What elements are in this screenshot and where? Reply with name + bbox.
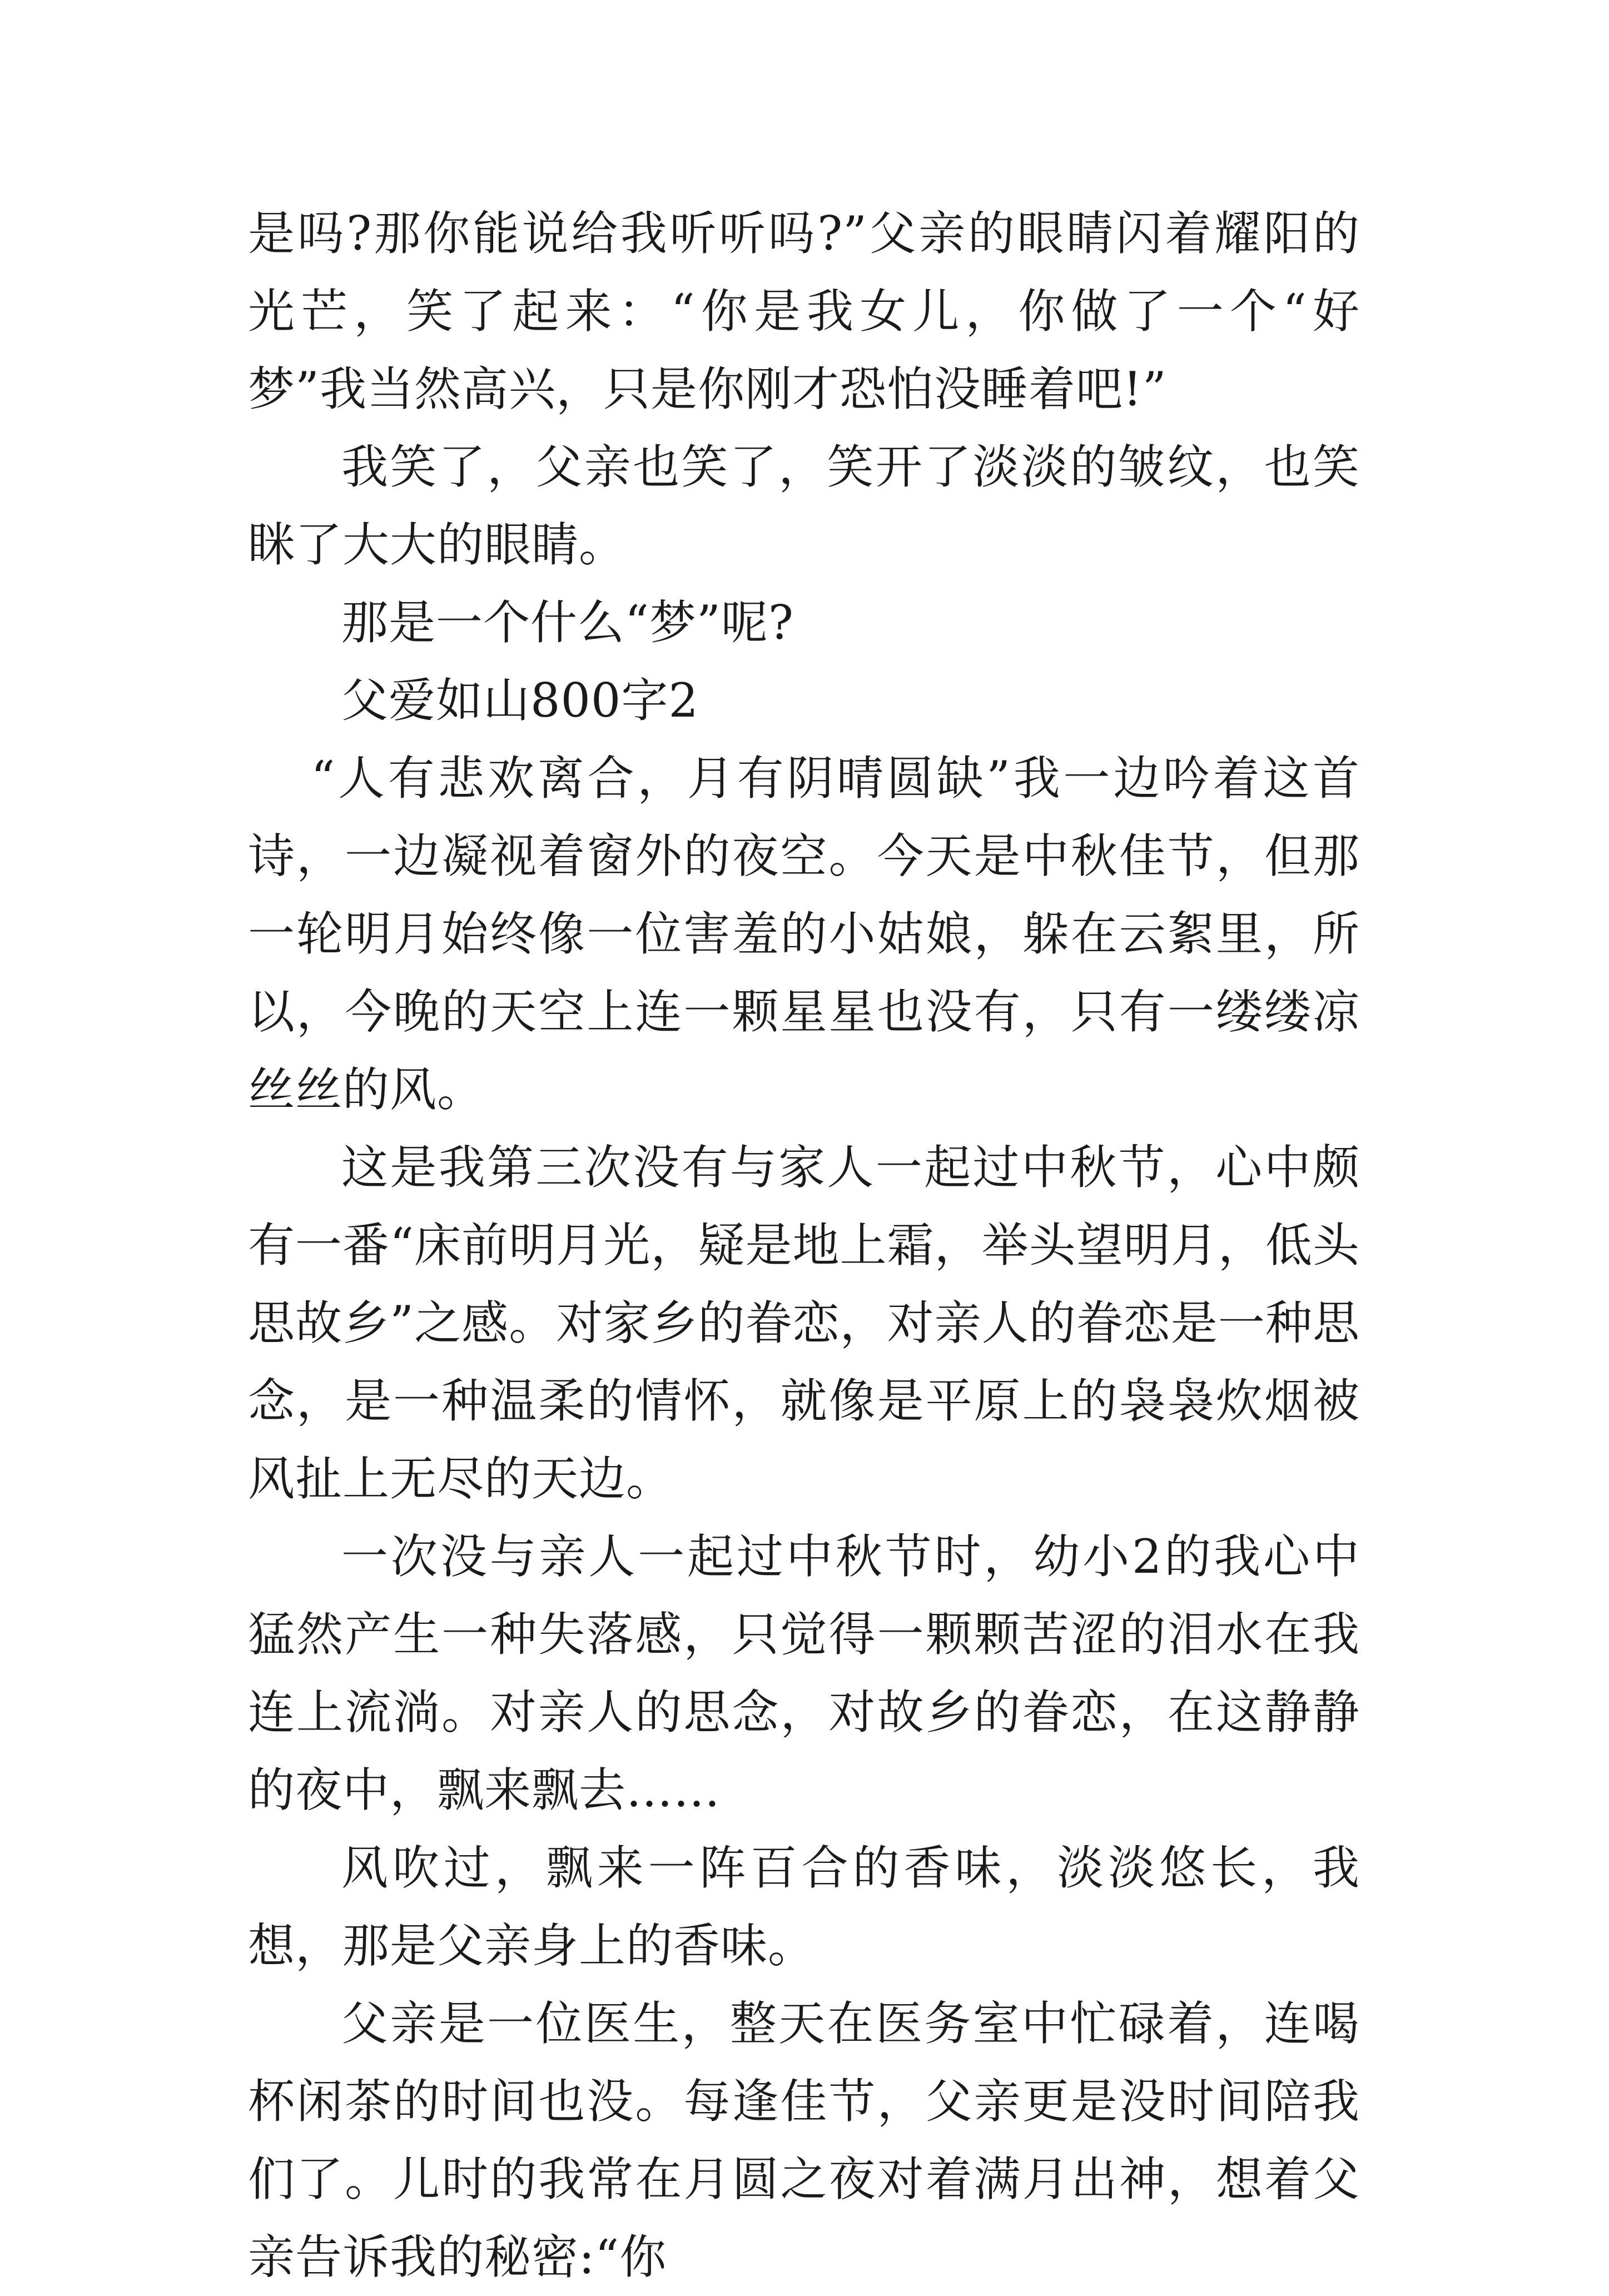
paragraph-continuation: 是吗?那你能说给我听听吗?”父亲的眼睛闪着耀阳的光芒，笑了起来：“你是我女儿，你做了一个“好梦”我当然高兴，只是你刚才恐怕没睡着吧!” — [248, 206, 1360, 416]
paragraph: 这是我第三次没有与家人一起过中秋节，心中颇有一番“床前明月光，疑是地上霜，举头望明月，低头思故乡”之感。对家乡的眷恋，对亲人的眷恋是一种思念，是一种温柔的情怀，就像是平原上的袅袅炊烟被风扯上无尽的天边。 — [248, 1140, 1360, 1506]
paragraph: 我笑了，父亲也笑了，笑开了淡淡的皱纹，也笑眯了大大的眼睛。 — [248, 440, 1360, 572]
document-body — [248, 195, 1360, 2296]
paragraph: 风吹过，飘来一阵百合的香味，淡淡悠长，我想，那是父亲身上的香味。 — [248, 1841, 1360, 1973]
paragraph: 父亲是一位医生，整天在医务室中忙碌着，连喝杯闲茶的时间也没。每逢佳节，父亲更是没时间陪我们了。儿时的我常在月圆之夜对着满月出神，想着父亲告诉我的秘密:“你 — [248, 1996, 1360, 2284]
section-title: 父爱如山800字2 — [341, 673, 699, 728]
paragraph: 那是一个什么“梦”呢? — [341, 595, 794, 650]
paragraph: 一次没与亲人一起过中秋节时，幼小2的我心中猛然产生一种失落感，只觉得一颗颗苦涩的泪水在我连上流淌。对亲人的思念，对故乡的眷恋，在这静静的夜中，飘来飘去…… — [248, 1529, 1360, 1817]
paragraph: “人有悲欢离合，月有阴晴圆缺”我一边吟着这首诗，一边凝视着窗外的夜空。今天是中秋佳节，但那一轮明月始终像一位害羞的小姑娘，躲在云絮里，所以，今晚的天空上连一颗星星也没有，只有一缕缕凉丝丝的风。 — [248, 751, 1360, 1117]
